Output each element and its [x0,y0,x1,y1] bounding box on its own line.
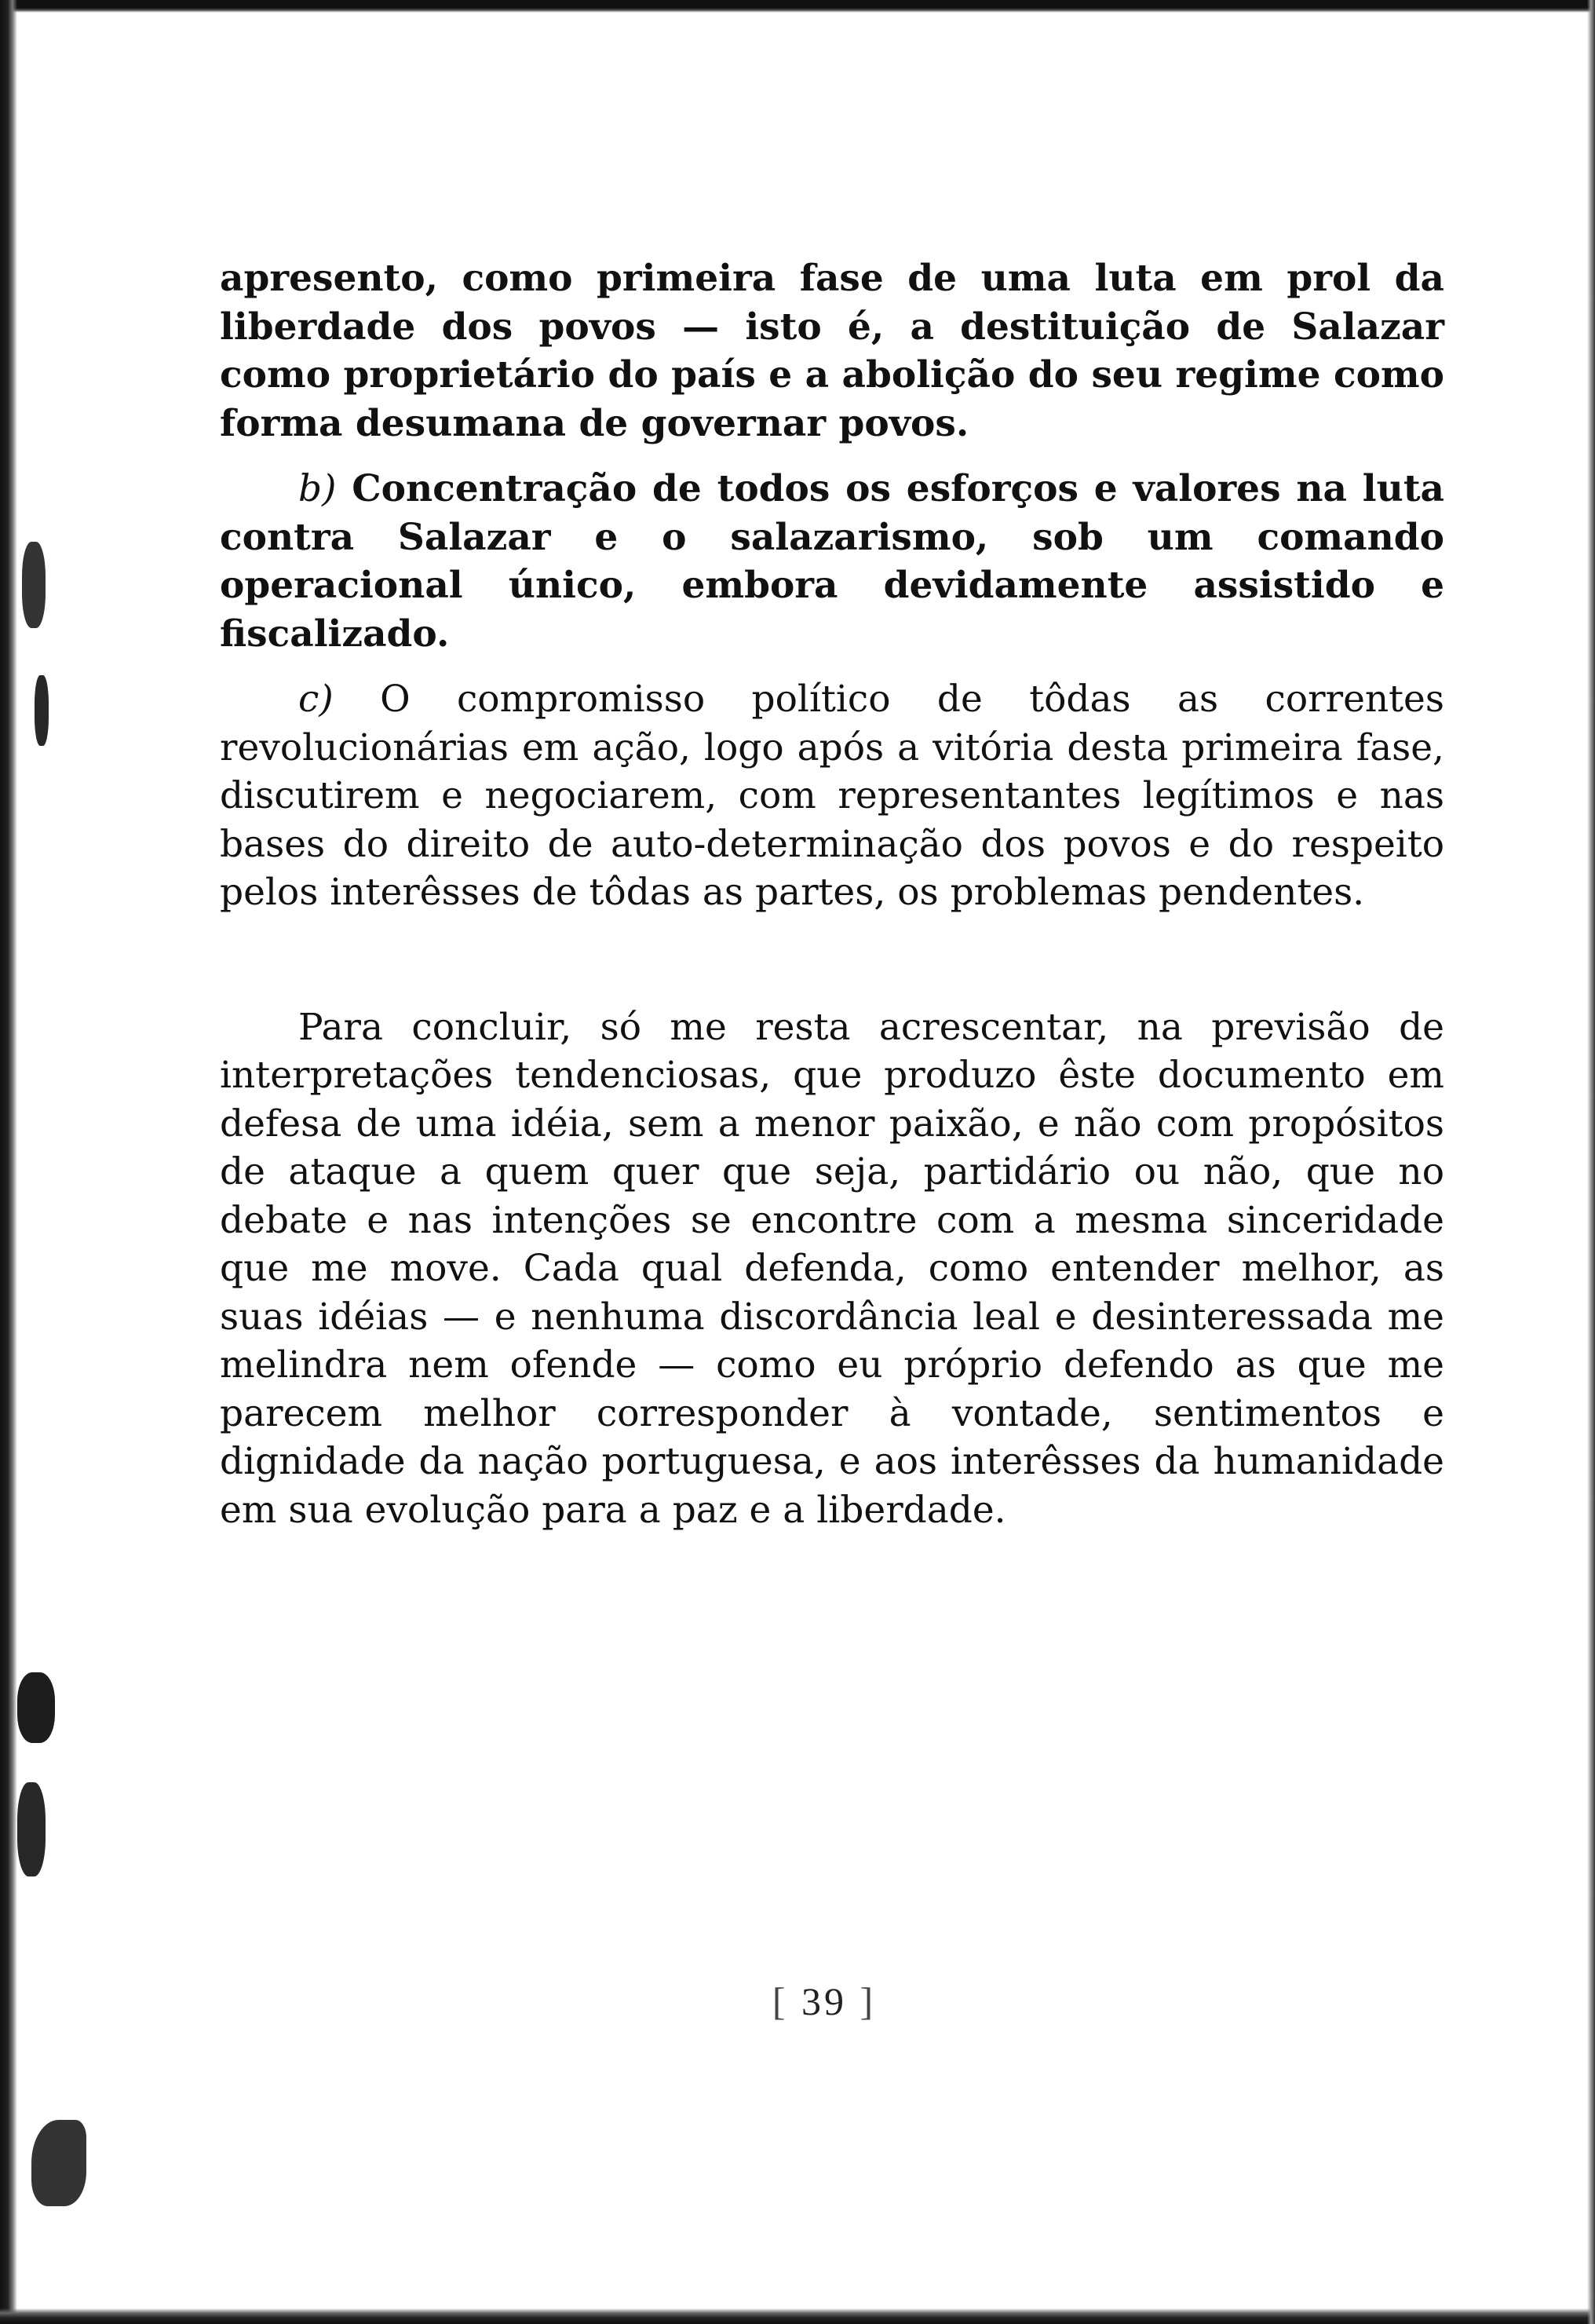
scan-smudge [35,675,49,746]
item-letter-c: c) [298,678,334,721]
paragraph-gap [220,658,1444,675]
paragraph-gap [220,448,1444,465]
page-body [220,254,1444,1534]
page-number [706,1979,942,2024]
scan-smudge [31,2120,86,2206]
scan-border-right [1587,0,1595,2324]
scan-smudge [17,1672,55,1743]
paragraph-conclusion: Para concluir, só me resta acrescentar, na previsão de interpretações tendenciosas, que produzo êste documento em defesa de uma idéia, sem a menor paixão, e não com propósitos de ataque a quem quer que seja, partidário ou não, que no debate e nas intenções se encontre com a mesma sinceridade que me move. Cada qual defenda, como entender melhor, as suas idéias — e nenhuma discordância leal e desinteressada me melindra nem ofende — como eu próprio defendo as que me parecem melhor corresponder à vontade, sentimentos e dignidade da nação portuguesa, e aos interêsses da humanidade em sua evolução para a paz e a liberdade. [220,1005,1444,1532]
page-number-value: 39 [801,1979,847,2023]
page-number-open-bracket: [ [772,1979,789,2023]
paragraph-continuation: apresento, como primeira fase de uma luta em prol da liberdade dos povos — isto é, a destituição de Salazar como proprietário do país e a abolição do seu regime como forma desumana de governar povos. [220,257,1444,445]
page-number-close-bracket: ] [860,1979,877,2023]
item-letter-b: b) [298,467,337,510]
scan-smudge [22,542,46,628]
item-b-text: Concentração de todos os esforços e valores na luta contra Salazar e o salazarismo, sob um comando operacional único, embora devidamente assistido e fiscalizado. [220,467,1444,656]
scan-smudge [17,1782,46,1876]
item-c-text: O compromisso político de tôdas as correntes revolucionárias em ação, logo após a vitória desta primeira fase, discutirem e negociarem, com representantes legítimos e nas bases do direito de auto-determinação dos povos e do respeito pelos interêsses de tôdas as partes, os problemas pendentes. [220,678,1444,914]
paragraph-item-c [220,675,1444,917]
scan-border-bottom [0,2308,1595,2324]
scan-border-left [0,0,17,2324]
scan-border-top [0,0,1595,13]
section-gap [220,917,1444,1003]
paragraph-item-b [220,465,1444,658]
